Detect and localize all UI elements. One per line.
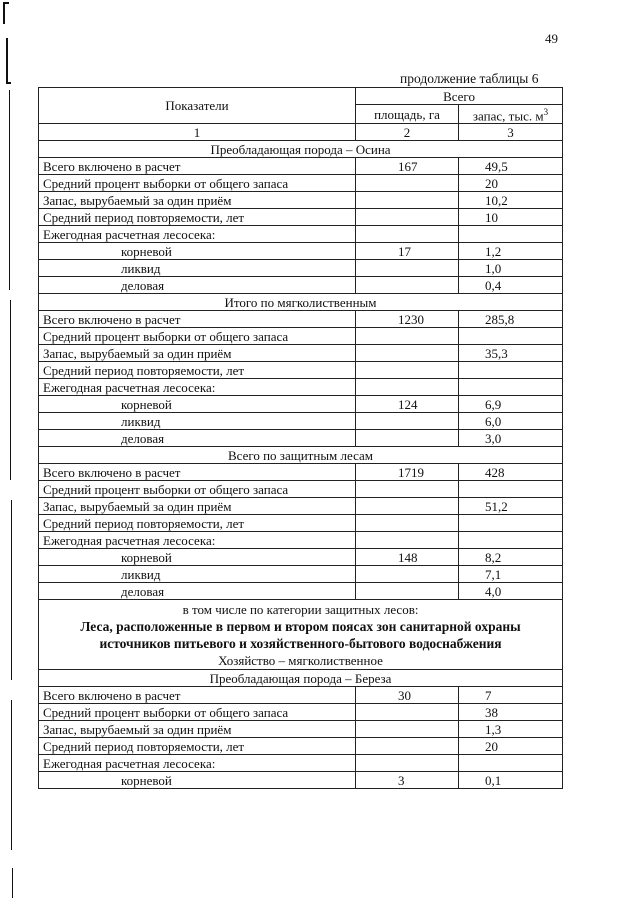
row-area: 148 xyxy=(356,549,459,566)
row-stock: 20 xyxy=(459,738,563,755)
row-stock: 38 xyxy=(459,704,563,721)
row-stock: 4,0 xyxy=(459,583,563,600)
row-area xyxy=(356,498,459,515)
section-row xyxy=(39,141,563,158)
row-stock: 1,2 xyxy=(459,243,563,260)
section-title: Итого по мягколиственным xyxy=(39,294,563,311)
row-area: 30 xyxy=(356,687,459,704)
table-row xyxy=(39,583,563,600)
header-stock xyxy=(459,105,563,124)
household-title: Хозяйство – мягколиственное xyxy=(218,653,383,669)
section-row xyxy=(39,670,563,687)
row-label: ликвид xyxy=(39,566,356,583)
row-area: 3 xyxy=(356,772,459,789)
table-row xyxy=(39,687,563,704)
scan-edge-mark xyxy=(3,2,5,24)
row-stock: 20 xyxy=(459,175,563,192)
table-row xyxy=(39,345,563,362)
row-area xyxy=(356,515,459,532)
category-block xyxy=(39,600,563,670)
row-area xyxy=(356,345,459,362)
column-number-3: 3 xyxy=(459,124,563,141)
row-stock: 6,0 xyxy=(459,413,563,430)
table-row xyxy=(39,704,563,721)
table-row xyxy=(39,532,563,549)
row-label: деловая xyxy=(39,277,356,294)
section-title: Преобладающая порода – Осина xyxy=(39,141,563,158)
column-number-2: 2 xyxy=(356,124,459,141)
row-stock: 1,0 xyxy=(459,260,563,277)
row-label: Средний период повторяемости, лет xyxy=(39,209,356,226)
section-row xyxy=(39,447,563,464)
row-area xyxy=(356,413,459,430)
table-row xyxy=(39,481,563,498)
row-label: Запас, вырубаемый за один приём xyxy=(39,498,356,515)
table-row xyxy=(39,260,563,277)
row-area xyxy=(356,379,459,396)
row-area xyxy=(356,755,459,772)
table-row xyxy=(39,755,563,772)
row-label: Средний период повторяемости, лет xyxy=(39,515,356,532)
table-row xyxy=(39,515,563,532)
table-row xyxy=(39,464,563,481)
column-number-1: 1 xyxy=(39,124,356,141)
row-area: 17 xyxy=(356,243,459,260)
scan-edge-mark xyxy=(12,868,13,898)
header-row xyxy=(39,88,563,105)
row-stock: 51,2 xyxy=(459,498,563,515)
row-area xyxy=(356,738,459,755)
table-row xyxy=(39,209,563,226)
table-row xyxy=(39,738,563,755)
row-area: 1719 xyxy=(356,464,459,481)
row-stock xyxy=(459,481,563,498)
row-stock: 285,8 xyxy=(459,311,563,328)
scan-edge-mark xyxy=(11,700,12,850)
table-row xyxy=(39,379,563,396)
row-stock: 10,2 xyxy=(459,192,563,209)
row-stock xyxy=(459,532,563,549)
row-stock: 35,3 xyxy=(459,345,563,362)
table-row xyxy=(39,243,563,260)
table-row xyxy=(39,226,563,243)
category-title-line-1: Леса, расположенные в первом и втором поясах зон санитарной охраны xyxy=(80,619,521,635)
row-area xyxy=(356,481,459,498)
section-title: Преобладающая порода – Береза xyxy=(39,670,563,687)
table-row xyxy=(39,311,563,328)
header-indicators: Показатели xyxy=(39,88,356,124)
table-row xyxy=(39,362,563,379)
row-stock: 10 xyxy=(459,209,563,226)
table-row xyxy=(39,175,563,192)
row-label: Запас, вырубаемый за один приём xyxy=(39,345,356,362)
row-area xyxy=(356,209,459,226)
row-label: Средний процент выборки от общего запаса xyxy=(39,328,356,345)
row-area xyxy=(356,192,459,209)
table-row xyxy=(39,328,563,345)
row-label: Ежегодная расчетная лесосека: xyxy=(39,755,356,772)
row-stock xyxy=(459,379,563,396)
row-area xyxy=(356,362,459,379)
row-area xyxy=(356,260,459,277)
row-area xyxy=(356,430,459,447)
row-label: корневой xyxy=(39,243,356,260)
row-label: Всего включено в расчет xyxy=(39,158,356,175)
scan-edge-mark xyxy=(6,82,11,84)
row-stock xyxy=(459,755,563,772)
scan-edge-mark xyxy=(3,2,9,4)
table-row xyxy=(39,158,563,175)
row-area xyxy=(356,277,459,294)
row-label: корневой xyxy=(39,772,356,789)
row-label: Средний процент выборки от общего запаса xyxy=(39,481,356,498)
row-stock xyxy=(459,328,563,345)
row-label: ликвид xyxy=(39,260,356,277)
category-intro: в том числе по категории защитных лесов: xyxy=(182,602,419,618)
row-stock: 8,2 xyxy=(459,549,563,566)
row-area xyxy=(356,175,459,192)
row-stock: 428 xyxy=(459,464,563,481)
table-row xyxy=(39,396,563,413)
row-label: корневой xyxy=(39,549,356,566)
page-number: 49 xyxy=(545,31,558,46)
row-area: 1230 xyxy=(356,311,459,328)
row-label: Средний период повторяемости, лет xyxy=(39,738,356,755)
scan-edge-mark xyxy=(10,300,11,480)
row-label: Запас, вырубаемый за один приём xyxy=(39,192,356,209)
row-area xyxy=(356,532,459,549)
table-row xyxy=(39,277,563,294)
table-row xyxy=(39,430,563,447)
section-row xyxy=(39,294,563,311)
row-area xyxy=(356,566,459,583)
table-row xyxy=(39,413,563,430)
row-label: Всего включено в расчет xyxy=(39,687,356,704)
row-stock: 3,0 xyxy=(459,430,563,447)
row-stock xyxy=(459,362,563,379)
row-stock xyxy=(459,515,563,532)
row-label: Ежегодная расчетная лесосека: xyxy=(39,532,356,549)
row-area xyxy=(356,704,459,721)
scan-edge-mark xyxy=(9,90,10,290)
header-stock-sup: 3 xyxy=(543,107,549,117)
row-label: корневой xyxy=(39,396,356,413)
row-stock: 6,9 xyxy=(459,396,563,413)
table-row xyxy=(39,772,563,789)
row-stock: 0,1 xyxy=(459,772,563,789)
header-area: площадь, га xyxy=(356,105,459,124)
row-label: Средний процент выборки от общего запаса xyxy=(39,704,356,721)
row-area xyxy=(356,583,459,600)
column-number-row xyxy=(39,124,563,141)
row-label: Средний процент выборки от общего запаса xyxy=(39,175,356,192)
category-title-line-2: источников питьевого и хозяйственного-бытового водоснабжения xyxy=(99,636,502,652)
row-area: 124 xyxy=(356,396,459,413)
row-stock: 7,1 xyxy=(459,566,563,583)
header-total: Всего xyxy=(356,88,563,105)
table-continuation-caption: продолжение таблицы 6 xyxy=(400,71,539,86)
section-title: Всего по защитным лесам xyxy=(39,447,563,464)
table-row xyxy=(39,192,563,209)
table-row xyxy=(39,549,563,566)
row-label: деловая xyxy=(39,430,356,447)
section-row xyxy=(39,600,563,670)
table-row xyxy=(39,498,563,515)
row-label: Ежегодная расчетная лесосека: xyxy=(39,226,356,243)
row-label: Ежегодная расчетная лесосека: xyxy=(39,379,356,396)
scan-edge-mark xyxy=(11,500,12,680)
row-area: 167 xyxy=(356,158,459,175)
table-row xyxy=(39,566,563,583)
row-stock: 1,3 xyxy=(459,721,563,738)
row-label: ликвид xyxy=(39,413,356,430)
row-area xyxy=(356,328,459,345)
forest-data-table xyxy=(38,87,563,789)
row-label: Средний период повторяемости, лет xyxy=(39,362,356,379)
row-label: Всего включено в расчет xyxy=(39,464,356,481)
scan-edge-mark xyxy=(6,38,8,84)
row-label: Всего включено в расчет xyxy=(39,311,356,328)
row-label: деловая xyxy=(39,583,356,600)
row-stock: 49,5 xyxy=(459,158,563,175)
row-stock: 7 xyxy=(459,687,563,704)
row-area xyxy=(356,721,459,738)
header-stock-label: запас, тыс. м xyxy=(472,108,544,124)
row-stock: 0,4 xyxy=(459,277,563,294)
row-area xyxy=(356,226,459,243)
row-stock xyxy=(459,226,563,243)
row-label: Запас, вырубаемый за один приём xyxy=(39,721,356,738)
table-row xyxy=(39,721,563,738)
